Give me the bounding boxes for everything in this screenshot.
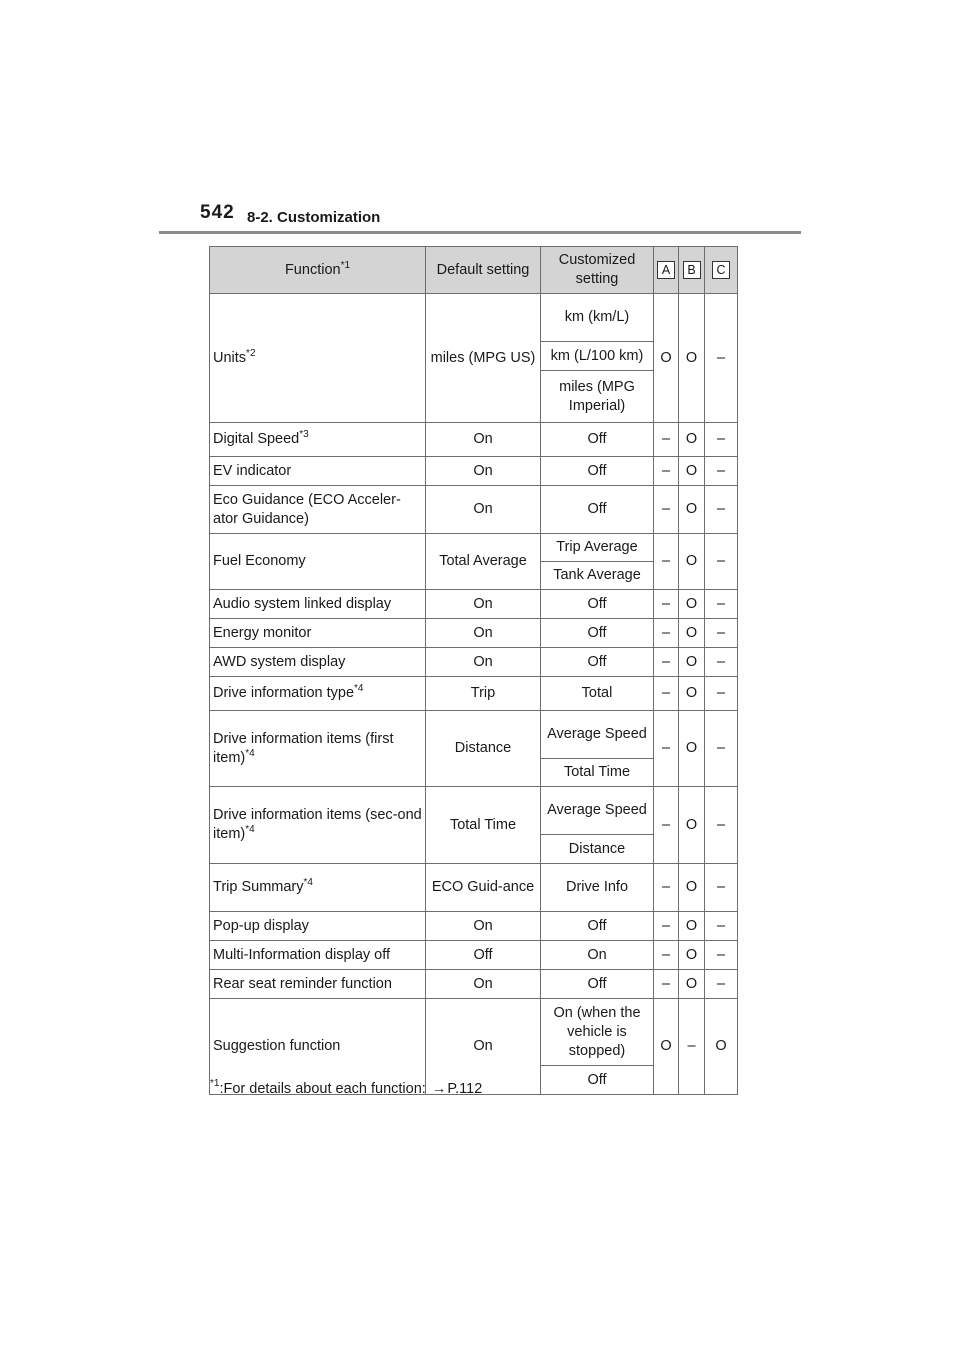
mark-a-cell: – [654, 912, 679, 941]
mark-c-cell: – [705, 864, 738, 912]
mark-c-cell: – [705, 619, 738, 648]
mark-c-cell: – [705, 711, 738, 787]
mark-a-cell: – [654, 590, 679, 619]
customized-cell: km (L/100 km) [541, 342, 654, 371]
table-row [210, 864, 738, 912]
customized-cell: On [541, 941, 654, 970]
function-cell: Drive information items (sec-ond item)$^{*4}$ [210, 787, 426, 864]
mark-b-cell: O [679, 294, 705, 423]
default-cell: Distance [426, 711, 541, 787]
customized-cell: On (when the vehicle is stopped) [541, 999, 654, 1066]
default-cell: Total Time [426, 787, 541, 864]
function-column-header: Function$^{*1}$ [210, 247, 426, 294]
mark-c-cell: O [705, 999, 738, 1095]
mark-b-cell: O [679, 912, 705, 941]
default-cell: On [426, 999, 541, 1095]
column-c-header: C [705, 247, 738, 294]
table-row [210, 423, 738, 457]
function-cell: Audio system linked display [210, 590, 426, 619]
function-cell: Units$^{*2}$ [210, 294, 426, 423]
customized-cell: miles (MPG Imperial) [541, 371, 654, 423]
table-row [210, 294, 738, 342]
mark-a-cell: – [654, 787, 679, 864]
mark-c-cell: – [705, 534, 738, 590]
table-row [210, 457, 738, 486]
default-cell: On [426, 590, 541, 619]
default-cell: miles (MPG US) [426, 294, 541, 423]
function-cell: AWD system display [210, 648, 426, 677]
mark-a-cell: – [654, 534, 679, 590]
mark-a-cell: – [654, 941, 679, 970]
customized-cell: Off [541, 912, 654, 941]
customized-cell: Off [541, 619, 654, 648]
mark-b-cell: O [679, 619, 705, 648]
function-cell: Trip Summary$^{*4}$ [210, 864, 426, 912]
customized-cell: Off [541, 457, 654, 486]
mark-a-cell: – [654, 970, 679, 999]
mark-b-cell: O [679, 941, 705, 970]
mark-c-cell: – [705, 486, 738, 534]
default-cell: Trip [426, 677, 541, 711]
mark-b-cell: O [679, 423, 705, 457]
customization-table [209, 246, 738, 1095]
mark-b-cell: O [679, 534, 705, 590]
function-cell: Pop-up display [210, 912, 426, 941]
page-reference: P.112 [447, 1081, 483, 1097]
mark-a-cell: – [654, 648, 679, 677]
mark-a-cell: – [654, 423, 679, 457]
mark-b-cell: O [679, 590, 705, 619]
customized-cell: Off [541, 590, 654, 619]
mark-b-cell: – [679, 999, 705, 1095]
customized-cell: Average Speed [541, 787, 654, 835]
mark-a-cell: – [654, 486, 679, 534]
mark-b-cell: O [679, 787, 705, 864]
mark-a-cell: – [654, 457, 679, 486]
default-cell: Off [426, 941, 541, 970]
customized-cell: Off [541, 648, 654, 677]
header-divider [159, 231, 801, 234]
mark-c-cell: – [705, 457, 738, 486]
mark-b-cell: O [679, 457, 705, 486]
column-a-header: A [654, 247, 679, 294]
customized-cell: Off [541, 486, 654, 534]
mark-b-cell: O [679, 648, 705, 677]
mark-b-cell: O [679, 677, 705, 711]
table-row [210, 486, 738, 534]
function-cell: Suggestion function [210, 999, 426, 1095]
mark-a-cell: – [654, 619, 679, 648]
function-cell: Rear seat reminder function [210, 970, 426, 999]
mark-c-cell: – [705, 294, 738, 423]
mark-c-cell: – [705, 941, 738, 970]
customized-cell: Tank Average [541, 562, 654, 590]
default-cell: On [426, 486, 541, 534]
function-cell: Multi-Information display off [210, 941, 426, 970]
customized-cell: km (km/L) [541, 294, 654, 342]
mark-b-cell: O [679, 970, 705, 999]
table-row [210, 787, 738, 835]
table-header-row [210, 247, 738, 294]
table-row [210, 941, 738, 970]
mark-a-cell: O [654, 999, 679, 1095]
default-cell: Total Average [426, 534, 541, 590]
table-row [210, 648, 738, 677]
mark-a-cell: – [654, 864, 679, 912]
page-header [200, 202, 800, 232]
customized-cell: Total Time [541, 759, 654, 787]
mark-c-cell: – [705, 677, 738, 711]
customized-cell: Distance [541, 835, 654, 864]
table-row [210, 999, 738, 1066]
customized-cell: Off [541, 423, 654, 457]
footnote-text: :For details about each function: [219, 1081, 426, 1097]
customized-cell: Off [541, 1066, 654, 1095]
mark-c-cell: – [705, 648, 738, 677]
mark-a-cell: – [654, 677, 679, 711]
table-row [210, 590, 738, 619]
default-cell: ECO Guid-ance [426, 864, 541, 912]
footnote [210, 1078, 483, 1097]
right-arrow-icon: → [431, 1081, 447, 1097]
function-cell: Fuel Economy [210, 534, 426, 590]
mark-a-cell: – [654, 711, 679, 787]
function-cell: Drive information items (first item)$^{*4}$ [210, 711, 426, 787]
mark-c-cell: – [705, 912, 738, 941]
customized-column-header: Customized setting [541, 247, 654, 294]
page-number: 542 [200, 202, 235, 223]
section-title: 8-2. Customization [247, 209, 381, 226]
mark-c-cell: – [705, 787, 738, 864]
mark-a-cell: O [654, 294, 679, 423]
default-cell: On [426, 912, 541, 941]
table-row [210, 912, 738, 941]
default-cell: On [426, 457, 541, 486]
mark-b-cell: O [679, 711, 705, 787]
mark-b-cell: O [679, 486, 705, 534]
table-row [210, 970, 738, 999]
mark-c-cell: – [705, 970, 738, 999]
customized-cell: Drive Info [541, 864, 654, 912]
customized-cell: Average Speed [541, 711, 654, 759]
function-cell: EV indicator [210, 457, 426, 486]
mark-b-cell: O [679, 864, 705, 912]
function-cell: Drive information type$^{*4}$ [210, 677, 426, 711]
table-row [210, 534, 738, 562]
function-cell: Digital Speed$^{*3}$ [210, 423, 426, 457]
customized-cell: Trip Average [541, 534, 654, 562]
footnote-mark: *1 [210, 1078, 220, 1089]
customized-cell: Off [541, 970, 654, 999]
customized-cell: Total [541, 677, 654, 711]
column-b-header: B [679, 247, 705, 294]
default-cell: On [426, 970, 541, 999]
mark-c-cell: – [705, 423, 738, 457]
table-row [210, 711, 738, 759]
table-row [210, 619, 738, 648]
default-cell: On [426, 423, 541, 457]
table-row [210, 677, 738, 711]
default-cell: On [426, 648, 541, 677]
default-column-header: Default setting [426, 247, 541, 294]
mark-c-cell: – [705, 590, 738, 619]
function-cell: Eco Guidance (ECO Acceler-ator Guidance) [210, 486, 426, 534]
function-cell: Energy monitor [210, 619, 426, 648]
default-cell: On [426, 619, 541, 648]
